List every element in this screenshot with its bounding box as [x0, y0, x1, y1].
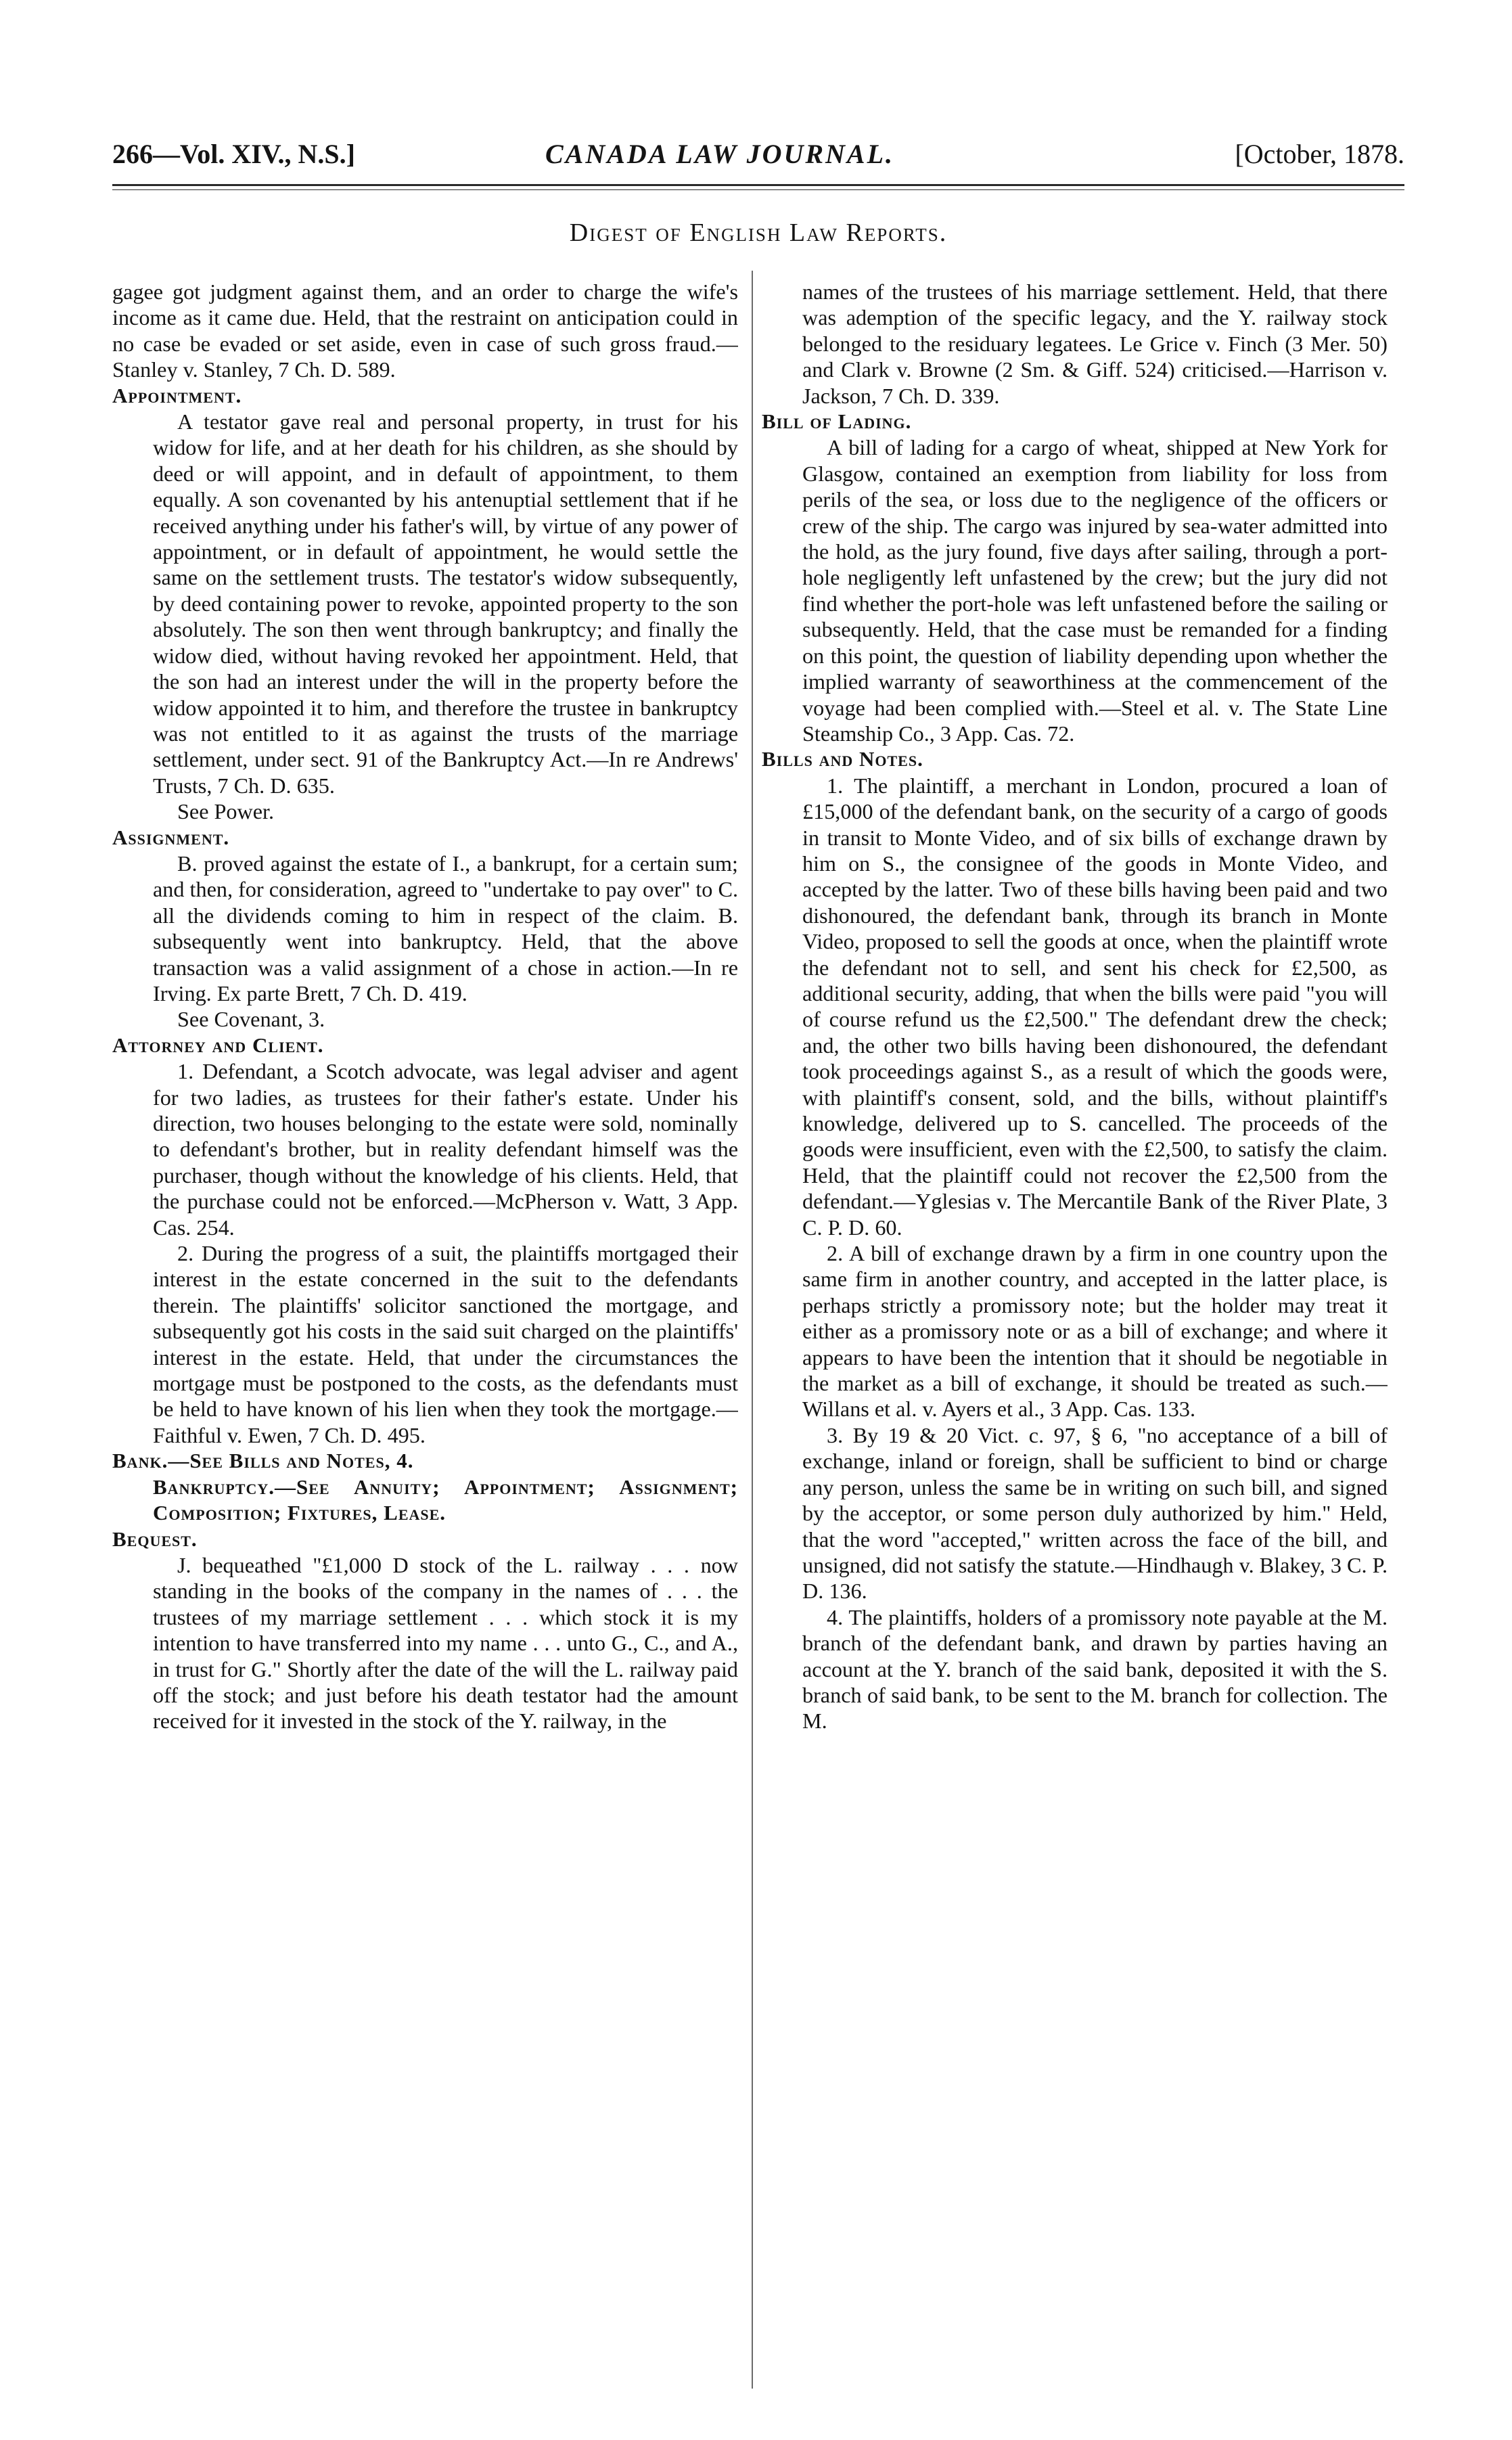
- paragraph: A testator gave real and personal property, in trust for his widow for life, and at her death for his children, as she should by deed or will appoint, and in default of appointment, to them equally. A son covenanted by his antenuptial settlement that if he received anything under his father's will, by virtue of any power of appointment, or in default of appointment, he would settle the same on the settlement trusts. The testator's widow subsequently, by deed containing power to revoke, appointed property to the son absolutely. The son then went through bankruptcy; and finally the widow died, without having revoked her appointment. Held, that the son had an interest under the will in the property before the widow appointed it to him, and therefore the trustee in bankruptcy was not entitled to it as against the trusts of the marriage settlement, under sect. 91 of the Bankruptcy Act.—In re Andrews' Trusts, 7 Ch. D. 635.: [153, 409, 738, 798]
- heading-bequest: Bequest.: [112, 1527, 198, 1551]
- header-rule-thick: [112, 184, 1404, 186]
- see-reference: See Covenant, 3.: [177, 1007, 325, 1032]
- paragraph: 1. The plaintiff, a merchant in London, procured a loan of £15,000 of the defendant bank, on the security of a cargo of goods in transit to Monte Video, and of six bills of exchange drawn by him on S., the consignee of the goods in Monte Video, and accepted by the latter. Two of these bills having been paid and two dishonoured, the defendant bank, through its branch in Monte Video, proposed to sell the goods at once, when the plaintiff wrote the defendant not to sell, and sent his check for £2,500, as additional security, adding, that when the bills were paid "you will of course refund us the £2,500." The defendant drew the check; and, the other two bills having been dishonoured, the defendant took proceedings against S., as a result of which the goods were, with plaintiff's consent, sold, and the bills, without plaintiff's knowledge, delivered up to S. cancelled. The proceeds of the goods were insufficient, even with the £2,500, to satisfy the claim. Held, that the plaintiff could not recover the £2,500 from the defendant.—Yglesias v. The Mercantile Bank of the River Plate, 3 C. P. D. 60.: [802, 773, 1388, 1240]
- left-column: [112, 279, 738, 2390]
- header-rule-thin: [112, 189, 1404, 190]
- heading-bankruptcy: Bankruptcy.—See Annuity; Appointment; Assignment; Composition; Fixtures, Lease.: [153, 1474, 738, 1525]
- paragraph: A bill of lading for a cargo of wheat, shipped at New York for Glasgow, contained an exemption from liability for loss from perils of the sea, or loss due to the negligence of the officers or crew of the ship. The cargo was injured by sea-water admitted into the hold, as the jury found, five days after sailing, through a port-hole negligently left unfastened by the crew; but the jury did not find whether the port-hole was left unfastened before the sailing or subsequently. Held, that the case must be remanded for a finding on this point, the question of liability depending upon whether the implied warranty of seaworthiness at the commencement of the voyage had been complied with.—Steel et al. v. The State Line Steamship Co., 3 App. Cas. 72.: [802, 435, 1388, 746]
- journal-title: CANADA LAW JOURNAL.: [545, 139, 895, 169]
- paragraph: 4. The plaintiffs, holders of a promissory note payable at the M. branch of the defendant bank, and drawn by parties having an account at the Y. branch of the said bank, deposited it with the S. branch of said bank, to be sent to the M. branch for collection. The M.: [802, 1604, 1388, 1734]
- heading-assignment: Assignment.: [112, 825, 230, 849]
- see-reference: See Power.: [177, 799, 275, 824]
- right-column: [762, 279, 1388, 2390]
- running-head: [112, 138, 1404, 179]
- paragraph: 1. Defendant, a Scotch advocate, was legal adviser and agent for two ladies, as trustees for their father's estate. Under his direction, two houses belonging to the estate were sold, nominally to defendant's brother, but in reality defendant himself was the purchaser, though without the knowledge of his clients. Held, that the purchase could not be enforced.—McPherson v. Watt, 3 App. Cas. 254.: [153, 1059, 738, 1240]
- heading-bank: Bank.—See Bills and Notes, 4.: [112, 1449, 414, 1473]
- paragraph: J. bequeathed "£1,000 D stock of the L. railway . . . now standing in the books of the company in the names of . . . the trustees of my marriage settlement . . . which stock it is my intention to have transferred into my name . . . unto G., C., and A., in trust for G." Shortly after the date of the will the L. railway paid off the stock; and just before his death testator had the amount received for it invested in the stock of the Y. railway, in the: [153, 1552, 738, 1734]
- paragraph: names of the trustees of his marriage settlement. Held, that there was ademption of the specific legacy, and the Y. railway stock belonged to the residuary legatees. Le Grice v. Finch (3 Mer. 50) and Clark v. Browne (2 Sm. & Giff. 524) criticised.—Harrison v. Jackson, 7 Ch. D. 339.: [802, 279, 1388, 408]
- paragraph: gagee got judgment against them, and an order to charge the wife's income as it came due. Held, that the restraint on anticipation could in no case be evaded or set aside, even in case of such gross fraud.—Stanley v. Stanley, 7 Ch. D. 589.: [112, 279, 738, 382]
- paragraph: B. proved against the estate of I., a bankrupt, for a certain sum; and then, for consideration, agreed to "undertake to pay over" to C. all the dividends coming to him in respect of the claim. B. subsequently went into bankruptcy. Held, that the above transaction was a valid assignment of a chose in action.—In re Irving. Ex parte Brett, 7 Ch. D. 419.: [153, 851, 738, 1006]
- section-title: Digest of English Law Reports.: [569, 219, 948, 247]
- column-divider: [752, 271, 753, 2389]
- paragraph: 3. By 19 & 20 Vict. c. 97, § 6, "no acceptance of a bill of exchange, inland or foreign, shall be sufficient to bind or charge any person, unless the same be in writing on such bill, and signed by the acceptor, or some person duly authorized by him." Held, that the word "accepted," written across the face of the bill, and unsigned, did not satisfy the statute.—Hindhaugh v. Blakey, 3 C. P. D. 136.: [802, 1422, 1388, 1604]
- paragraph: 2. A bill of exchange drawn by a firm in one country upon the same firm in another country, and accepted in the latter place, is perhaps strictly a promissory note; but the holder may treat it either as a promissory note or as a bill of exchange; and where it appears to have been the intention that it should be negotiable in the market as a bill of exchange, it should be treated as such.—Willans et al. v. Ayers et al., 3 App. Cas. 133.: [802, 1241, 1388, 1422]
- heading-appointment: Appointment.: [112, 383, 242, 407]
- heading-bills-and-notes: Bills and Notes.: [762, 747, 923, 771]
- heading-attorney-client: Attorney and Client.: [112, 1033, 324, 1057]
- paragraph: 2. During the progress of a suit, the plaintiffs mortgaged their interest in the estate concerned in the suit to the defendants therein. The plaintiffs' solicitor sanctioned the mortgage, and subsequently got his costs in the said suit charged on the plaintiffs' interest in the estate. Held, that under the circumstances the mortgage must be postponed to the costs, as the defendants must be held to have known of his lien when they took the mortgage.—Faithful v. Ewen, 7 Ch. D. 495.: [153, 1241, 738, 1447]
- issue-date: [October, 1878.: [1235, 139, 1404, 169]
- page-volume: 266—Vol. XIV., N.S.]: [112, 139, 355, 169]
- heading-bill-of-lading: Bill of Lading.: [762, 409, 912, 434]
